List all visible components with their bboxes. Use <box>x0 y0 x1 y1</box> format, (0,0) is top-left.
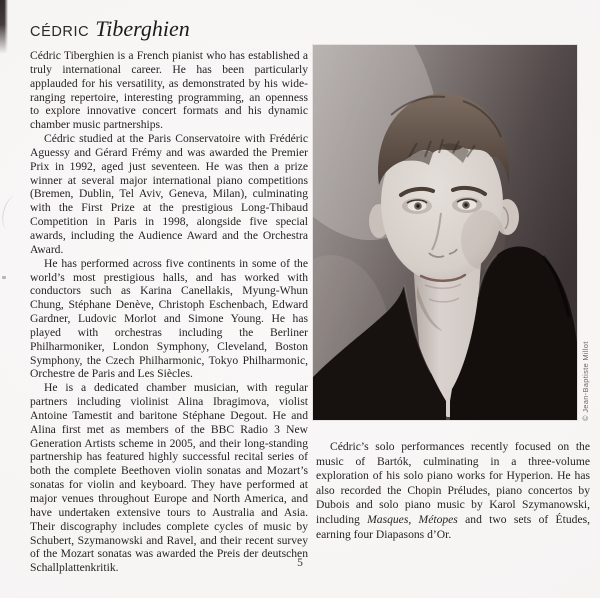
bio-paragraph: He is a dedicated chamber musician, with regular partners including violinist Alina Ibragimova, violist Antoine Tamestit and baritone Stéphane Degout. He and Alina first met as members of the BBC Radio 3 New Generation Artists scheme in 2005, and their long-standing partnership has featured highly successful recital series of both the complete Beethoven violin sonatas and Mozart’s sonatas for violin and keyboard. They have performed at major venues throughout Europe and North America, and have undertaken extensive tours to Australia and Asia. Their discography includes complete cycles of music by Schubert, Szymanowski and Ravel, and their recent survey of the Mozart sonatas was awarded the Preis der deutschen Schallplattenkritik. <box>30 381 308 575</box>
page-title <box>30 16 190 42</box>
portrait-illustration <box>313 45 577 420</box>
caption-segment: Cédric’s solo performances recently focused on the music of Bartók, culminating in a three-volume exploration of his solo piano works for Hyperion. He has also recorded the Chopin Préludes, piano concertos by Dubois and solo piano music by Karol Szymanowski, including <box>316 440 590 526</box>
caption-segment: Métopes <box>418 512 458 526</box>
scan-artifact <box>0 194 24 231</box>
photo-caption <box>316 440 590 542</box>
scan-artifact <box>2 276 6 279</box>
portrait-photo <box>313 45 577 420</box>
artist-last-name: Tiberghien <box>95 16 190 41</box>
photo-credit: © Jean-Baptiste Millot <box>581 341 590 421</box>
caption-segment: , <box>408 512 419 526</box>
caption-segment: Masques <box>367 512 409 526</box>
page-number: 5 <box>297 557 303 569</box>
caption-segment: and two sets of Études, earning four Diapasons d’Or. <box>316 512 591 541</box>
bio-paragraph: Cédric studied at the Paris Conservatoire with Frédéric Aguessy and Gérard Frémy and was awarded the Premier Prix in 1992, aged just seventeen. He was then a prize winner at several major international piano competitions (Bremen, Dublin, Tel Aviv, Geneva, Milan), culminating with the First Prize at the prestigious Long-Thibaud Competition in Paris in 1998, alongside five special awards, including the Audience Award and the Orchestra Award. <box>30 132 308 256</box>
artist-first-name: CÉDRIC <box>30 24 90 40</box>
biography-text <box>30 49 308 575</box>
bio-paragraph: Cédric Tiberghien is a French pianist who has established a truly international career. He has been particularly applauded for his versatility, as demonstrated by his wide-ranging repertoire, interesting programming, an openness to explore innovative concert formats and his dynamic chamber music partnerships. <box>30 49 308 132</box>
bio-paragraph: He has performed across five continents in some of the world’s most prestigious halls, and has worked with conductors such as Karina Canellakis, Myung-Whun Chung, Stéphane Denève, Christoph Eschenbach, Edward Gardner, Ludovic Morlot and Simone Young. He has played with orchestras including the Berliner Philharmoniker, London Symphony, Cleveland, Boston Symphony, the Czech Philharmonic, Tokyo Philharmonic, Orchestre de Paris and Les Siècles. <box>30 256 308 381</box>
scan-edge-artifact <box>0 0 8 54</box>
